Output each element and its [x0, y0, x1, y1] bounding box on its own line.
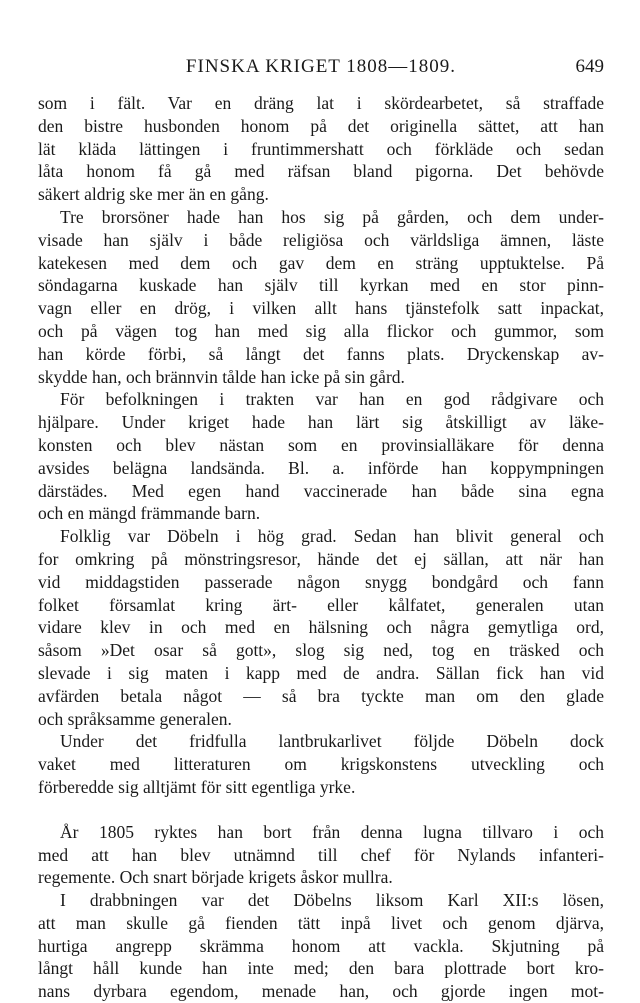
- text-line: han körde förbi, så långt det fanns plats. Dryckenskap av-: [38, 343, 604, 364]
- paragraph: [38, 730, 604, 798]
- text-line: avfärden betala något — så bra tyckte man om den glade: [38, 685, 604, 706]
- text-line: År 1805 ryktes han bort från denna lugna tillvaro i och: [60, 821, 604, 842]
- text-line: vaket med litteraturen om krigskonstens utveckling och: [38, 754, 604, 775]
- text-line: Folklig var Döbeln i hög grad. Sedan han blivit general och: [60, 526, 604, 547]
- text-line: och språksamme generalen.: [38, 708, 232, 729]
- text-line: vagn eller en drög, i vilken allt hans tjänstefolk satt inpackat,: [38, 298, 604, 319]
- text-line: som i fält. Var en dräng lat i skördearbetet, så straffade: [38, 93, 604, 113]
- section-gap: [38, 799, 604, 821]
- text-line: därstädes. Med egen hand vaccinerade han både sina egna: [38, 480, 604, 501]
- text-line: I drabbningen var det Döbelns liksom Karl XII:s lösen,: [60, 890, 604, 911]
- paragraph: [38, 821, 604, 889]
- text-line: Tre brorsöner hade han hos sig på gården, och dem under-: [60, 206, 604, 227]
- text-line: den bistre husbonden honom på det originella sättet, att han: [38, 115, 604, 136]
- text-line: vid middagstiden passerade någon snygg bondgård och fann: [38, 571, 604, 592]
- page-header: [38, 56, 604, 86]
- paragraph: [38, 92, 604, 206]
- text-line: med att han blev utnämnd till chef för Nylands infanteri-: [38, 844, 604, 865]
- text-line: konsten och blev nästan som en provinsialläkare för denna: [38, 434, 604, 455]
- text-line: söndagarna kuskade han själv till kyrkan med en stor pinn-: [38, 275, 604, 296]
- text-line: skydde han, och brännvin tålde han icke på sin gård.: [38, 366, 405, 387]
- text-line: och på vägen tog han med sig alla flickor och gummor, som: [38, 320, 604, 341]
- text-line: För befolkningen i trakten var han en god rådgivare och: [60, 389, 604, 410]
- text-line: avsides belägna landsända. Bl. a. införde han koppympningen: [38, 457, 604, 478]
- text-line: låta honom få gå med räfsan bland pigorna. Det behövde: [38, 161, 604, 182]
- text-line: for omkring på mönstringsresor, hände det ej sällan, att när han: [38, 548, 604, 569]
- text-line: och en mängd främmande barn.: [38, 503, 261, 524]
- text-line: visade han själv i både religiösa och världsliga ämnen, läste: [38, 229, 604, 250]
- running-title: FINSKA KRIGET 1808—1809.: [185, 56, 457, 77]
- page-number: 649: [575, 56, 604, 77]
- body-text: [38, 92, 604, 1003]
- text-line: säkert aldrig ske mer än en gång.: [38, 184, 269, 205]
- text-line: såsom »Det osar så gott», slog sig ned, tog en träsked och: [38, 640, 604, 661]
- paragraph: [38, 889, 604, 1003]
- text-line: katekesen med dem och gav dem en sträng upptuktelse. På: [38, 252, 604, 273]
- text-line: slevade i sig maten i kapp med de andra. Sällan fick han vid: [38, 662, 604, 683]
- text-line: hjälpare. Under kriget hade han lärt sig åtskilligt av läke-: [38, 412, 604, 433]
- text-line: vidare klev in och med en hälsning och några gemytliga ord,: [38, 617, 604, 638]
- paragraph: [38, 525, 604, 730]
- text-line: lät kläda lättingen i fruntimmershatt och förkläde och sedan: [38, 138, 604, 159]
- paragraph: [38, 206, 604, 388]
- text-line: förberedde sig alltjämt för sitt egentliga yrke.: [38, 776, 356, 797]
- text-line: Under det fridfulla lantbrukarlivet följde Döbeln dock: [60, 731, 604, 752]
- text-line: nans dyrbara egendom, menade han, och gjorde ingen mot-: [38, 981, 604, 1002]
- text-line: regemente. Och snart började krigets åskor mullra.: [38, 867, 393, 888]
- text-line: hurtiga angrepp skrämma honom att vackla. Skjutning på: [38, 935, 604, 956]
- text-line: långt håll kunde han inte med; den bara plottrade bort kro-: [38, 958, 604, 979]
- paragraph: [38, 388, 604, 525]
- text-line: att man skulle gå fienden tätt inpå livet och genom djärva,: [38, 912, 604, 933]
- text-line: folket församlat kring ärt- eller kålfatet, generalen utan: [38, 594, 604, 615]
